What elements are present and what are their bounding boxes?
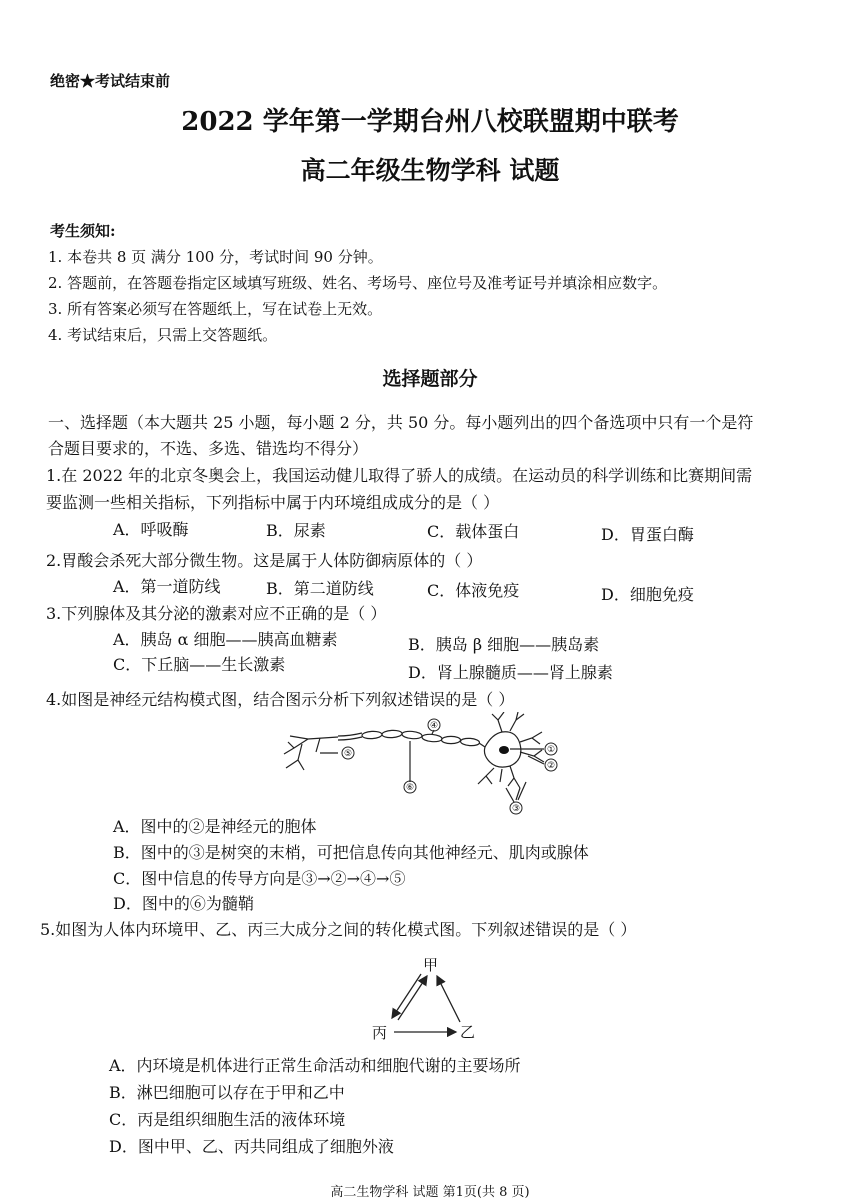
confidential-label: 绝密★考试结束前 bbox=[50, 72, 171, 90]
label-6: ⑥ bbox=[405, 783, 415, 793]
node-yi: 乙 bbox=[460, 1023, 476, 1041]
question-3-stem: 3.下列腺体及其分泌的激素对应不正确的是（ ） bbox=[46, 604, 387, 623]
q1-option-c: C．载体蛋白 bbox=[427, 522, 520, 541]
neuron-diagram bbox=[280, 712, 580, 820]
exam-subtitle: 高二年级生物学科 试题 bbox=[300, 156, 560, 185]
node-jia: 甲 bbox=[423, 956, 439, 974]
label-2: ② bbox=[546, 761, 556, 771]
section-instructions: 一、选择题（本大题共 25 小题，每小题 2 分，共 50 分。每小题列出的四个备选项中只有一个是符 bbox=[48, 413, 754, 432]
question-1-stem-cont: 要监测一些相关指标，下列指标中属于内环境组成成分的是（ ） bbox=[46, 493, 500, 512]
question-2-stem: 2.胃酸会杀死大部分微生物。这是属于人体防御病原体的（ ） bbox=[46, 551, 483, 570]
q4-option-c: C．图中信息的传导方向是③→②→④→⑤ bbox=[113, 869, 406, 888]
q2-option-a: A．第一道防线 bbox=[113, 577, 221, 596]
q3-option-a: A．胰岛 α 细胞——胰高血糖素 bbox=[113, 630, 338, 649]
page-footer: 高二生物学科 试题 第1页(共 8 页) bbox=[330, 1185, 530, 1200]
q2-option-c: C．体液免疫 bbox=[427, 581, 520, 600]
notice-item: 2. 答题前，在答题卷指定区域填写班级、姓名、考场号、座位号及准考证号并填涂相应数字。 bbox=[48, 274, 668, 292]
question-5-stem: 5.如图为人体内环境甲、乙、丙三大成分之间的转化模式图。下列叙述错误的是（ ） bbox=[40, 920, 637, 939]
q4-option-d: D．图中的⑥为髓鞘 bbox=[113, 894, 254, 913]
notice-item: 1. 本卷共 8 页 满分 100 分，考试时间 90 分钟。 bbox=[48, 248, 383, 266]
q4-option-a: A．图中的②是神经元的胞体 bbox=[113, 817, 317, 836]
section-instructions-cont: 合题目要求的，不选、多选、错选均不得分） bbox=[48, 439, 369, 458]
body-fluid-diagram bbox=[360, 956, 500, 1048]
label-5: ⑤ bbox=[343, 749, 353, 759]
question-4-stem: 4.如图是神经元结构模式图，结合图示分析下列叙述错误的是（ ） bbox=[46, 690, 515, 709]
q1-option-d: D．胃蛋白酶 bbox=[601, 525, 694, 544]
q3-option-b: B．胰岛 β 细胞——胰岛素 bbox=[408, 635, 600, 654]
section-title: 选择题部分 bbox=[382, 368, 478, 390]
notice-item: 4. 考试结束后，只需上交答题纸。 bbox=[48, 326, 278, 344]
q1-option-b: B．尿素 bbox=[266, 521, 326, 540]
q5-option-c: C．丙是组织细胞生活的液体环境 bbox=[109, 1110, 346, 1129]
label-4: ④ bbox=[429, 721, 439, 731]
q4-option-b: B．图中的③是树突的末梢，可把信息传向其他神经元、肌肉或腺体 bbox=[113, 843, 589, 862]
q2-option-d: D．细胞免疫 bbox=[601, 585, 694, 604]
q5-option-a: A．内环境是机体进行正常生命活动和细胞代谢的主要场所 bbox=[109, 1056, 521, 1075]
label-1: ① bbox=[546, 745, 556, 755]
label-3: ③ bbox=[511, 804, 521, 814]
notice-item: 3. 所有答案必须写在答题纸上，写在试卷上无效。 bbox=[48, 300, 383, 318]
q3-option-d: D．肾上腺髓质——肾上腺素 bbox=[408, 663, 613, 682]
q2-option-b: B．第二道防线 bbox=[266, 579, 374, 598]
nucleus bbox=[499, 746, 509, 754]
q1-option-a: A．呼吸酶 bbox=[113, 520, 189, 539]
q5-option-b: B．淋巴细胞可以存在于甲和乙中 bbox=[109, 1083, 345, 1102]
node-bing: 丙 bbox=[372, 1024, 388, 1042]
q5-option-d: D．图中甲、乙、丙共同组成了细胞外液 bbox=[109, 1137, 394, 1156]
exam-title: 2022 学年第一学期台州八校联盟期中联考 bbox=[181, 107, 679, 137]
q3-option-c: C．下丘脑——生长激素 bbox=[113, 655, 286, 674]
question-1-stem: 1.在 2022 年的北京冬奥会上，我国运动健儿取得了骄人的成绩。在运动员的科学训练和比赛期间需 bbox=[46, 466, 753, 485]
notice-heading: 考生须知: bbox=[50, 222, 116, 240]
